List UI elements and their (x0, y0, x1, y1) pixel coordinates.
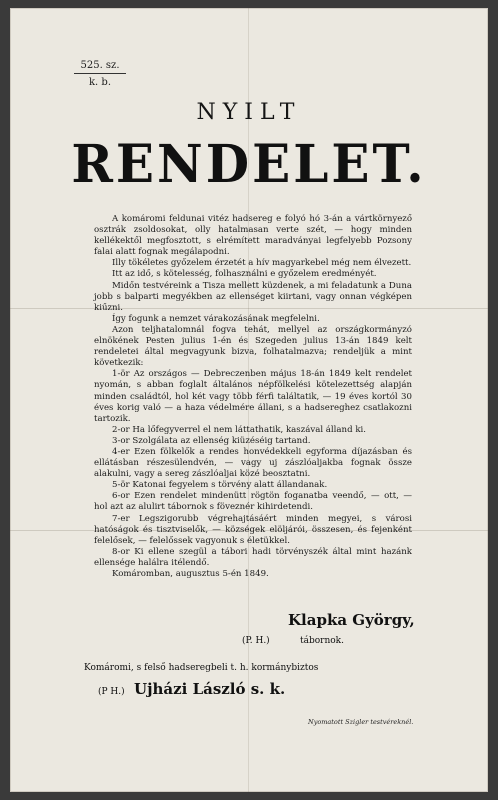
kb-text: k. b. (89, 77, 111, 88)
seal-mark-2: (P H.) (98, 687, 125, 697)
paragraph: 7-er Legszigorubb végrehajtásáért minden megyei, s városi hatóságok és tisztviselők, — községek elöljárói, összesen, és fejenként felelősek, — felelőssek vagyonuk s életükkel. (94, 513, 412, 546)
paragraph: 5-ör Katonai fegyelem s törvény alatt állandanak. (112, 480, 328, 491)
paragraph: 8-or Ki ellene szegül a tábori hadi törvényszék által mint hazánk ellensége halálra itélendő. (94, 546, 412, 568)
number-text: 525. sz. (74, 60, 126, 74)
paragraph: 6-or Ezen rendelet mindenütt rögtön foganatba veendő, — ott, — hol azt az alulirt tábornok s föveznér kihirdetendi. (94, 491, 412, 513)
date-line: Komáromban, augusztus 5-én 1849. (112, 569, 269, 579)
paragraph: A komáromi feldunai vitéz hadsereg e folyó hó 3-án a vártkörnyező osztrák zsoldosokat, olly hatalmasan verte szét, — hogy minden kellékektől megfosztott, s elrémített maradványai legfelyebb Pozsony falai alatt fognak megálapodni. (94, 214, 412, 258)
signature-ujhazi: Ujházi László s. k. (134, 680, 286, 698)
seal-mark: (P. H.) (242, 636, 270, 646)
paragraph: Így fogunk a nemzet várakozásának megfelelni. (112, 313, 320, 324)
printer-imprint: Nyomatott Szigler testvéreknél. (308, 718, 414, 726)
commissioner-title: Komáromi, s felső hadseregbeli t. h. kormánybiztos (84, 663, 319, 673)
paragraph: Itt az idő, s kötelesség, folhasználni e győzelem eredményét. (112, 269, 377, 280)
paragraph: 3-or Szolgálata az ellenség kiüzéséig tartand. (112, 435, 311, 446)
paragraph: Illy tökéletes győzelem érzetét a hív magyarkebel még nem élvezett. (112, 258, 412, 269)
signature-klapka: Klapka György, (288, 611, 415, 629)
paragraph: Azon teljhatalomnál fogva tehát, mellyel az országkormányzó elnökének Pesten julius 1-én és Szegeden julius 13-án 1849 kelt rendeletei által megvagyunk bizva, folhatalmazva; rendeljük a mint következik: (94, 324, 412, 369)
title-nyilt: NYILT (196, 100, 302, 125)
signature-rank: tábornok. (300, 636, 344, 646)
paragraph: 1-ör Az országos — Debreczenben május 18-án 1849 kelt rendelet nyomán, s abban foglalt általános népfölkelési kötelezettség alapján minden családtól, hol két vagy több férfi találtatik, — 19 éves kortól 30 éves korig való — a haza védelmére állani, s a hadsereghez csatlakozni tartozik. (94, 369, 412, 424)
paragraph: 2-or Ha lőfegyverrel el nem láttathatik, kaszával álland ki. (112, 424, 367, 435)
title-rendelet: RENDELET. (71, 132, 427, 195)
paragraph: Midőn testvéreink a Tisza mellett küzdenek, a mi feladatunk a Duna jobb s balparti megyékben az ellenséget kiirtani, vagy onnan végképen kiűzni. (94, 280, 412, 313)
document-number (74, 60, 126, 88)
decree-body (94, 214, 412, 580)
paragraph: 4-er Ezen fölkelők a rendes honvédekkeli egyforma díjazásban és ellátásban részesülendvén, — vagy uj zászlóaljakba fognak össze alakulni, vagy a sereg zászlóaljai közé beosztatni. (94, 446, 412, 480)
poster-sheet (10, 8, 488, 792)
